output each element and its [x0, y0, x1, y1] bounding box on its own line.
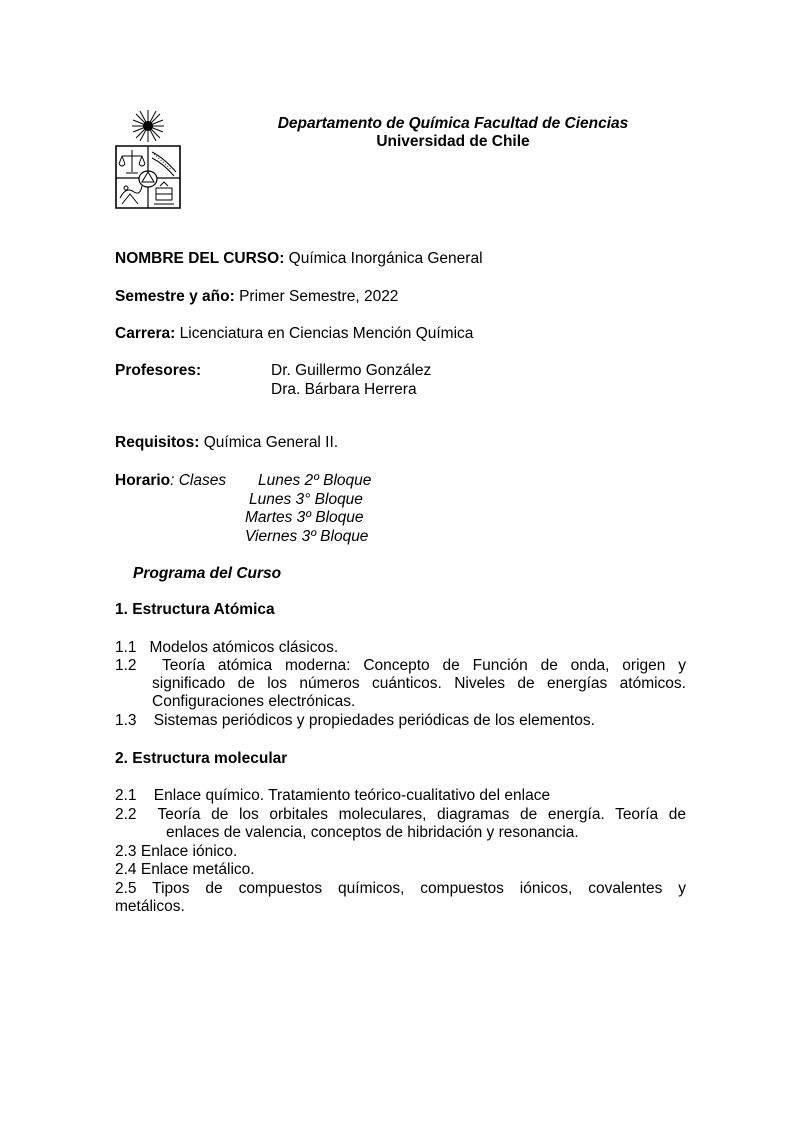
university-crest-icon: [112, 108, 184, 218]
course-name-value: Química Inorgánica General: [288, 250, 483, 267]
department-title: Departamento de Química Facultad de Ciencias: [277, 115, 629, 132]
career-row: [115, 325, 473, 343]
professors-label: Profesores:: [115, 362, 202, 379]
section-2-item: 2.1 Enlace químico. Tratamiento teórico-cualitativo del enlace: [115, 787, 551, 804]
requirements-row: [115, 434, 338, 452]
program-title: Programa del Curso: [133, 565, 282, 582]
schedule-item-1: Lunes 2º Bloque: [258, 472, 372, 489]
schedule-item-3: Martes 3º Bloque: [245, 509, 364, 526]
semester-row: [115, 288, 398, 306]
course-name-label: NOMBRE DEL CURSO:: [115, 250, 285, 267]
section-1-item: 1.1 Modelos atómicos clásicos.: [115, 639, 339, 656]
section-1-item-cont: Configuraciones electrónicas.: [152, 693, 356, 710]
section-2-title: 2. Estructura molecular: [115, 750, 288, 767]
university-title: Universidad de Chile: [376, 133, 530, 150]
career-label: Carrera:: [115, 325, 176, 342]
requirements-label: Requisitos:: [115, 434, 200, 451]
section-2-item-cont: enlaces de valencia, conceptos de hibridación y resonancia.: [166, 824, 579, 841]
schedule-label: Horario: [115, 472, 171, 489]
section-2-item: 2.2 Teoría de los orbitales moleculares, diagramas de energía. Teoría de: [115, 806, 686, 823]
section-2-item-cont: metálicos.: [115, 898, 185, 915]
professor-2: Dra. Bárbara Herrera: [271, 381, 417, 398]
course-name-row: [115, 250, 483, 268]
schedule-item-2: Lunes 3° Bloque: [249, 491, 363, 508]
requirements-value: Química General II.: [203, 434, 339, 451]
schedule-item-4: Viernes 3º Bloque: [245, 528, 369, 545]
professor-1: Dr. Guillermo González: [271, 362, 432, 379]
semester-value: Primer Semestre, 2022: [239, 288, 399, 305]
section-1-item-cont: significado de los números cuánticos. Niveles de energías atómicos.: [152, 675, 686, 692]
semester-label: Semestre y año:: [115, 288, 235, 305]
section-2-item: 2.4 Enlace metálico.: [115, 861, 255, 878]
schedule-row: [115, 472, 226, 490]
section-2-item: 2.5 Tipos de compuestos químicos, compuestos iónicos, covalentes y: [115, 880, 686, 897]
section-2-item: 2.3 Enlace iónico.: [115, 843, 238, 860]
section-1-item: 1.2 Teoría atómica moderna: Concepto de Función de onda, origen y: [115, 657, 686, 674]
schedule-sub: : Clases: [170, 472, 227, 489]
career-value: Licenciatura en Ciencias Mención Química: [179, 325, 474, 342]
section-1-item: 1.3 Sistemas periódicos y propiedades periódicas de los elementos.: [115, 712, 595, 729]
section-1-title: 1. Estructura Atómica: [115, 601, 275, 618]
